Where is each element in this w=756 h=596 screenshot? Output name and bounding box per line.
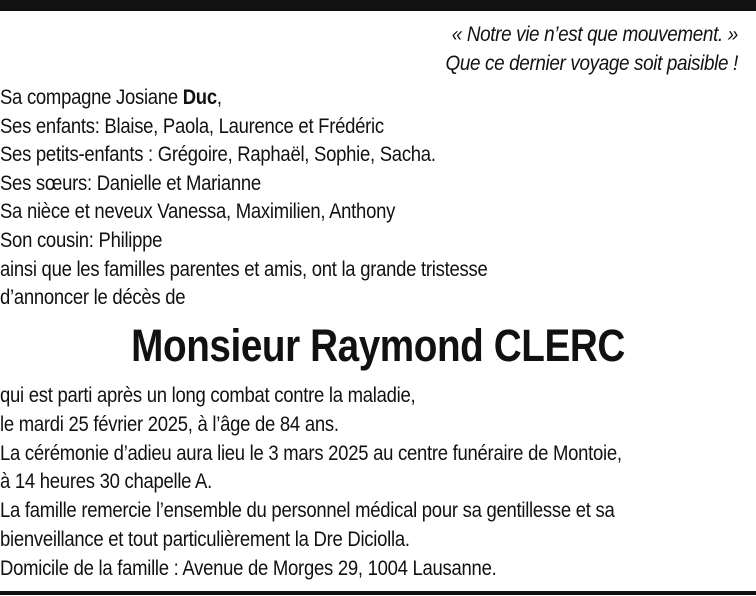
- quote-line-1: « Notre vie n’est que mouvement. »: [451, 23, 738, 46]
- deceased-name: Monsieur Raymond CLERC: [131, 320, 625, 371]
- companion-prefix: Sa compagne Josiane: [0, 86, 183, 109]
- details-line-3: La cérémonie d’adieu aura lieu le 3 mars 2025 au centre funéraire de Montoie,: [0, 441, 622, 465]
- grandchildren-line: Ses petits-enfants : Grégoire, Raphaël, Sophie, Sacha.: [0, 143, 436, 167]
- details-line-4: à 14 heures 30 chapelle A.: [0, 470, 212, 494]
- top-border-rule: [0, 0, 756, 11]
- announce-line: d’annoncer le décès de: [0, 286, 186, 310]
- details-line-6: bienveillance et tout particulièrement la Dre Diciolla.: [0, 527, 410, 551]
- sisters-line: Ses sœurs: Danielle et Marianne: [0, 171, 261, 195]
- details-line-2: le mardi 25 février 2025, à l’âge de 84 ans.: [0, 412, 339, 436]
- cousin-line: Son cousin: Philippe: [0, 228, 163, 252]
- niece-nephews-line: Sa nièce et neveux Vanessa, Maximilien, Anthony: [0, 200, 396, 224]
- details-line-5: La famille remercie l’ensemble du personnel médical pour sa gentillesse et sa: [0, 499, 615, 523]
- companion-line: [0, 84, 487, 113]
- family-announcement: [0, 84, 487, 313]
- children-line: Ses enfants: Blaise, Paola, Laurence et Frédéric: [0, 114, 384, 138]
- details-line-1: qui est parti après un long combat contre la maladie,: [0, 384, 416, 407]
- ceremony-details: [0, 382, 622, 584]
- deceased-name-heading: [0, 318, 756, 374]
- details-line-7: Domicile de la famille : Avenue de Morges 29, 1004 Lausanne.: [0, 556, 497, 580]
- bottom-border-rule: [0, 591, 756, 595]
- epigraph-quote: [446, 20, 738, 78]
- companion-surname: Duc: [182, 86, 217, 109]
- quote-line-2: Que ce dernier voyage soit paisible !: [445, 52, 738, 75]
- relatives-line: ainsi que les familles parentes et amis, ont la grande tristesse: [0, 257, 488, 281]
- companion-suffix: ,: [216, 86, 222, 109]
